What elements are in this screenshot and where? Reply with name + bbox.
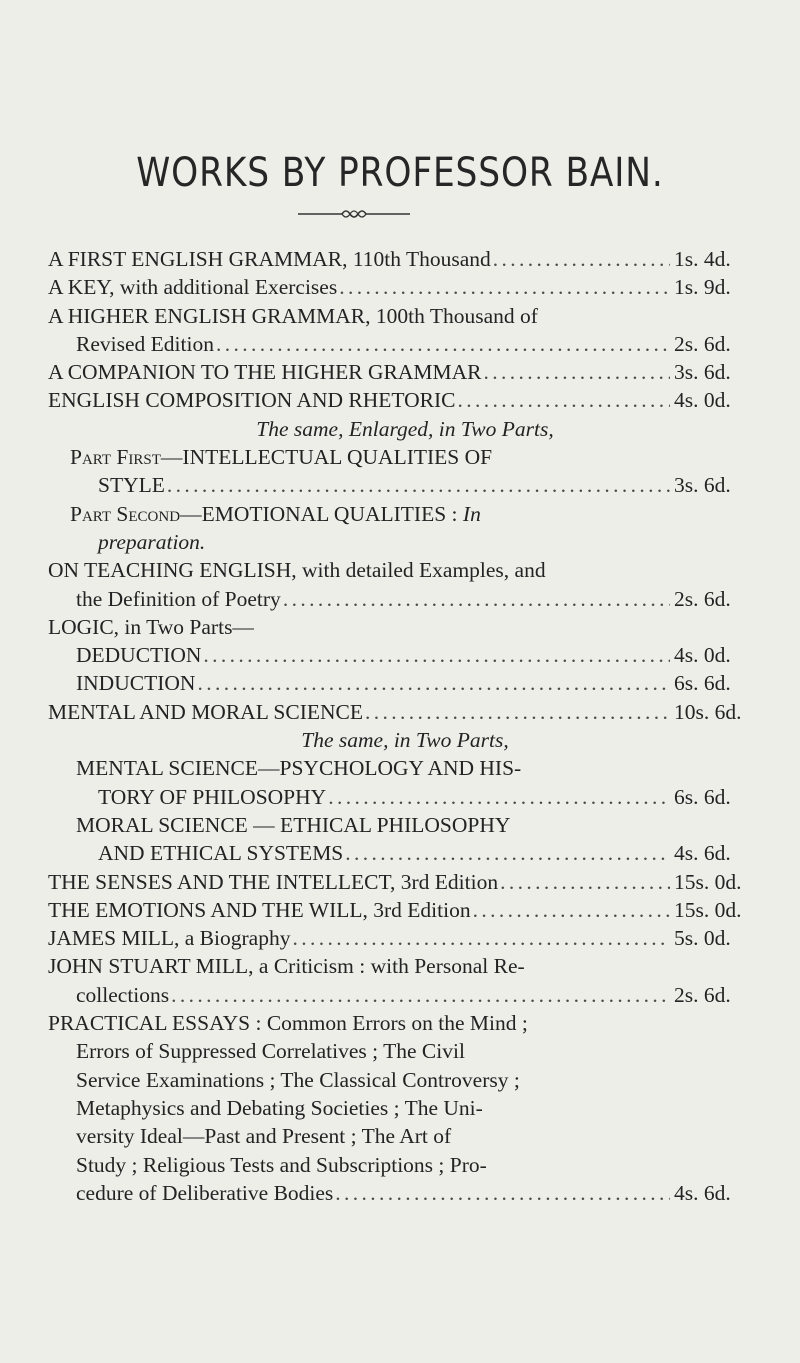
entry-title: —EMOTIONAL QUALITIES : <box>180 501 463 526</box>
entry-price: 6s. 6d. <box>674 784 731 809</box>
entry-title-continued: Errors of Suppressed Correlatives ; The Civil <box>76 1039 465 1064</box>
list-item <box>48 698 762 726</box>
list-item <box>48 896 762 924</box>
entry-price: 5s. 0d. <box>674 926 731 951</box>
list-item <box>48 302 762 359</box>
list-item <box>48 811 762 868</box>
entry-title-continued: AND ETHICAL SYSTEMS <box>98 841 344 866</box>
list-item <box>48 556 762 613</box>
entry-title-continued: Metaphysics and Debating Societies ; The Uni- <box>76 1095 483 1120</box>
list-item <box>48 613 762 641</box>
entry-title-continued: TORY OF PHILOSOPHY <box>98 784 327 809</box>
entry-price: 4s. 6d. <box>674 1180 731 1205</box>
entry-title: DEDUCTION <box>76 643 202 668</box>
entry-title-continued: Service Examinations ; The Classical Controversy ; <box>76 1067 520 1092</box>
entry-price: 6s. 6d. <box>674 671 731 696</box>
entry-title: A COMPANION TO THE HIGHER GRAMMAR <box>48 360 482 385</box>
entry-price: 4s. 0d. <box>674 643 731 668</box>
entry-note: The same, in Two Parts, <box>301 728 509 753</box>
entry-price: 15s. 0d. <box>674 869 742 894</box>
entry-price: 3s. 6d. <box>674 473 731 498</box>
entry-title: LOGIC, in Two Parts— <box>48 614 254 639</box>
entry-title-continued: Study ; Religious Tests and Subscriptions ; Pro- <box>76 1152 487 1177</box>
list-item <box>48 669 762 697</box>
entry-title-continued: STYLE <box>98 473 165 498</box>
entry-title: JOHN STUART MILL, a Criticism : with Personal Re- <box>48 954 525 979</box>
part-label: Part Second <box>70 501 181 526</box>
entry-title: JAMES MILL, a Biography <box>48 926 291 951</box>
page-title: WORKS BY PROFESSOR BAIN. <box>136 150 664 196</box>
entry-price: 2s. 6d. <box>674 331 731 356</box>
list-item <box>48 754 762 811</box>
entry-price: 15s. 0d. <box>674 897 742 922</box>
entry-title-italic: In <box>462 501 481 526</box>
entry-title: A FIRST ENGLISH GRAMMAR, 110th Thousand <box>48 247 491 271</box>
entry-title: A HIGHER ENGLISH GRAMMAR, 100th Thousand of <box>48 303 538 328</box>
entry-title-continued: versity Ideal—Past and Present ; The Art of <box>76 1124 452 1149</box>
list-item <box>48 245 762 273</box>
entry-price: 2s. 6d. <box>674 982 731 1007</box>
entry-title-continued: Revised Edition <box>76 331 214 356</box>
entry-title: THE EMOTIONS AND THE WILL, 3rd Edition <box>48 897 471 922</box>
list-item <box>48 358 762 386</box>
list-item <box>48 641 762 669</box>
list-item-note <box>48 726 762 754</box>
entry-price: 3s. 6d. <box>674 360 731 385</box>
entry-title: MENTAL AND MORAL SCIENCE <box>48 699 364 724</box>
entry-title-continued: the Definition of Poetry <box>76 586 281 611</box>
list-item <box>48 1009 762 1207</box>
list-item <box>48 500 762 557</box>
entry-title: ON TEACHING ENGLISH, with detailed Examples, and <box>48 558 546 583</box>
entry-price: 1s. 4d. <box>674 247 731 271</box>
ornament-rule <box>298 204 410 224</box>
list-item <box>48 273 762 301</box>
entry-price: 4s. 6d. <box>674 841 731 866</box>
entry-title: —INTELLECTUAL QUALITIES OF <box>160 445 493 470</box>
list-item <box>48 443 762 500</box>
entry-price: 4s. 0d. <box>674 388 731 413</box>
list-item <box>48 868 762 896</box>
entry-title-continued: collections <box>76 982 170 1007</box>
entry-title: A KEY, with additional Exercises <box>48 275 338 300</box>
entry-title-continued: cedure of Deliberative Bodies <box>76 1180 334 1205</box>
entry-price: 1s. 9d. <box>674 275 731 300</box>
entry-title: MORAL SCIENCE — ETHICAL PHILOSOPHY <box>76 812 511 837</box>
entry-title: ENGLISH COMPOSITION AND RHETORIC <box>48 388 456 413</box>
list-item <box>48 386 762 414</box>
entry-title: MENTAL SCIENCE—PSYCHOLOGY AND HIS- <box>76 756 522 781</box>
catalog-list <box>48 245 762 1207</box>
entry-price: 2s. 6d. <box>674 586 731 611</box>
list-item-note <box>48 415 762 443</box>
entry-price: 10s. 6d. <box>674 699 742 724</box>
entry-title: INDUCTION <box>76 671 196 696</box>
entry-note: The same, Enlarged, in Two Parts, <box>256 416 554 441</box>
entry-title-continued: preparation. <box>98 529 206 554</box>
part-label: Part First <box>70 445 161 470</box>
list-item <box>48 952 762 1009</box>
entry-title: PRACTICAL ESSAYS : Common Errors on the Mind ; <box>48 1011 528 1036</box>
entry-title: THE SENSES AND THE INTELLECT, 3rd Edition <box>48 869 499 894</box>
list-item <box>48 924 762 952</box>
